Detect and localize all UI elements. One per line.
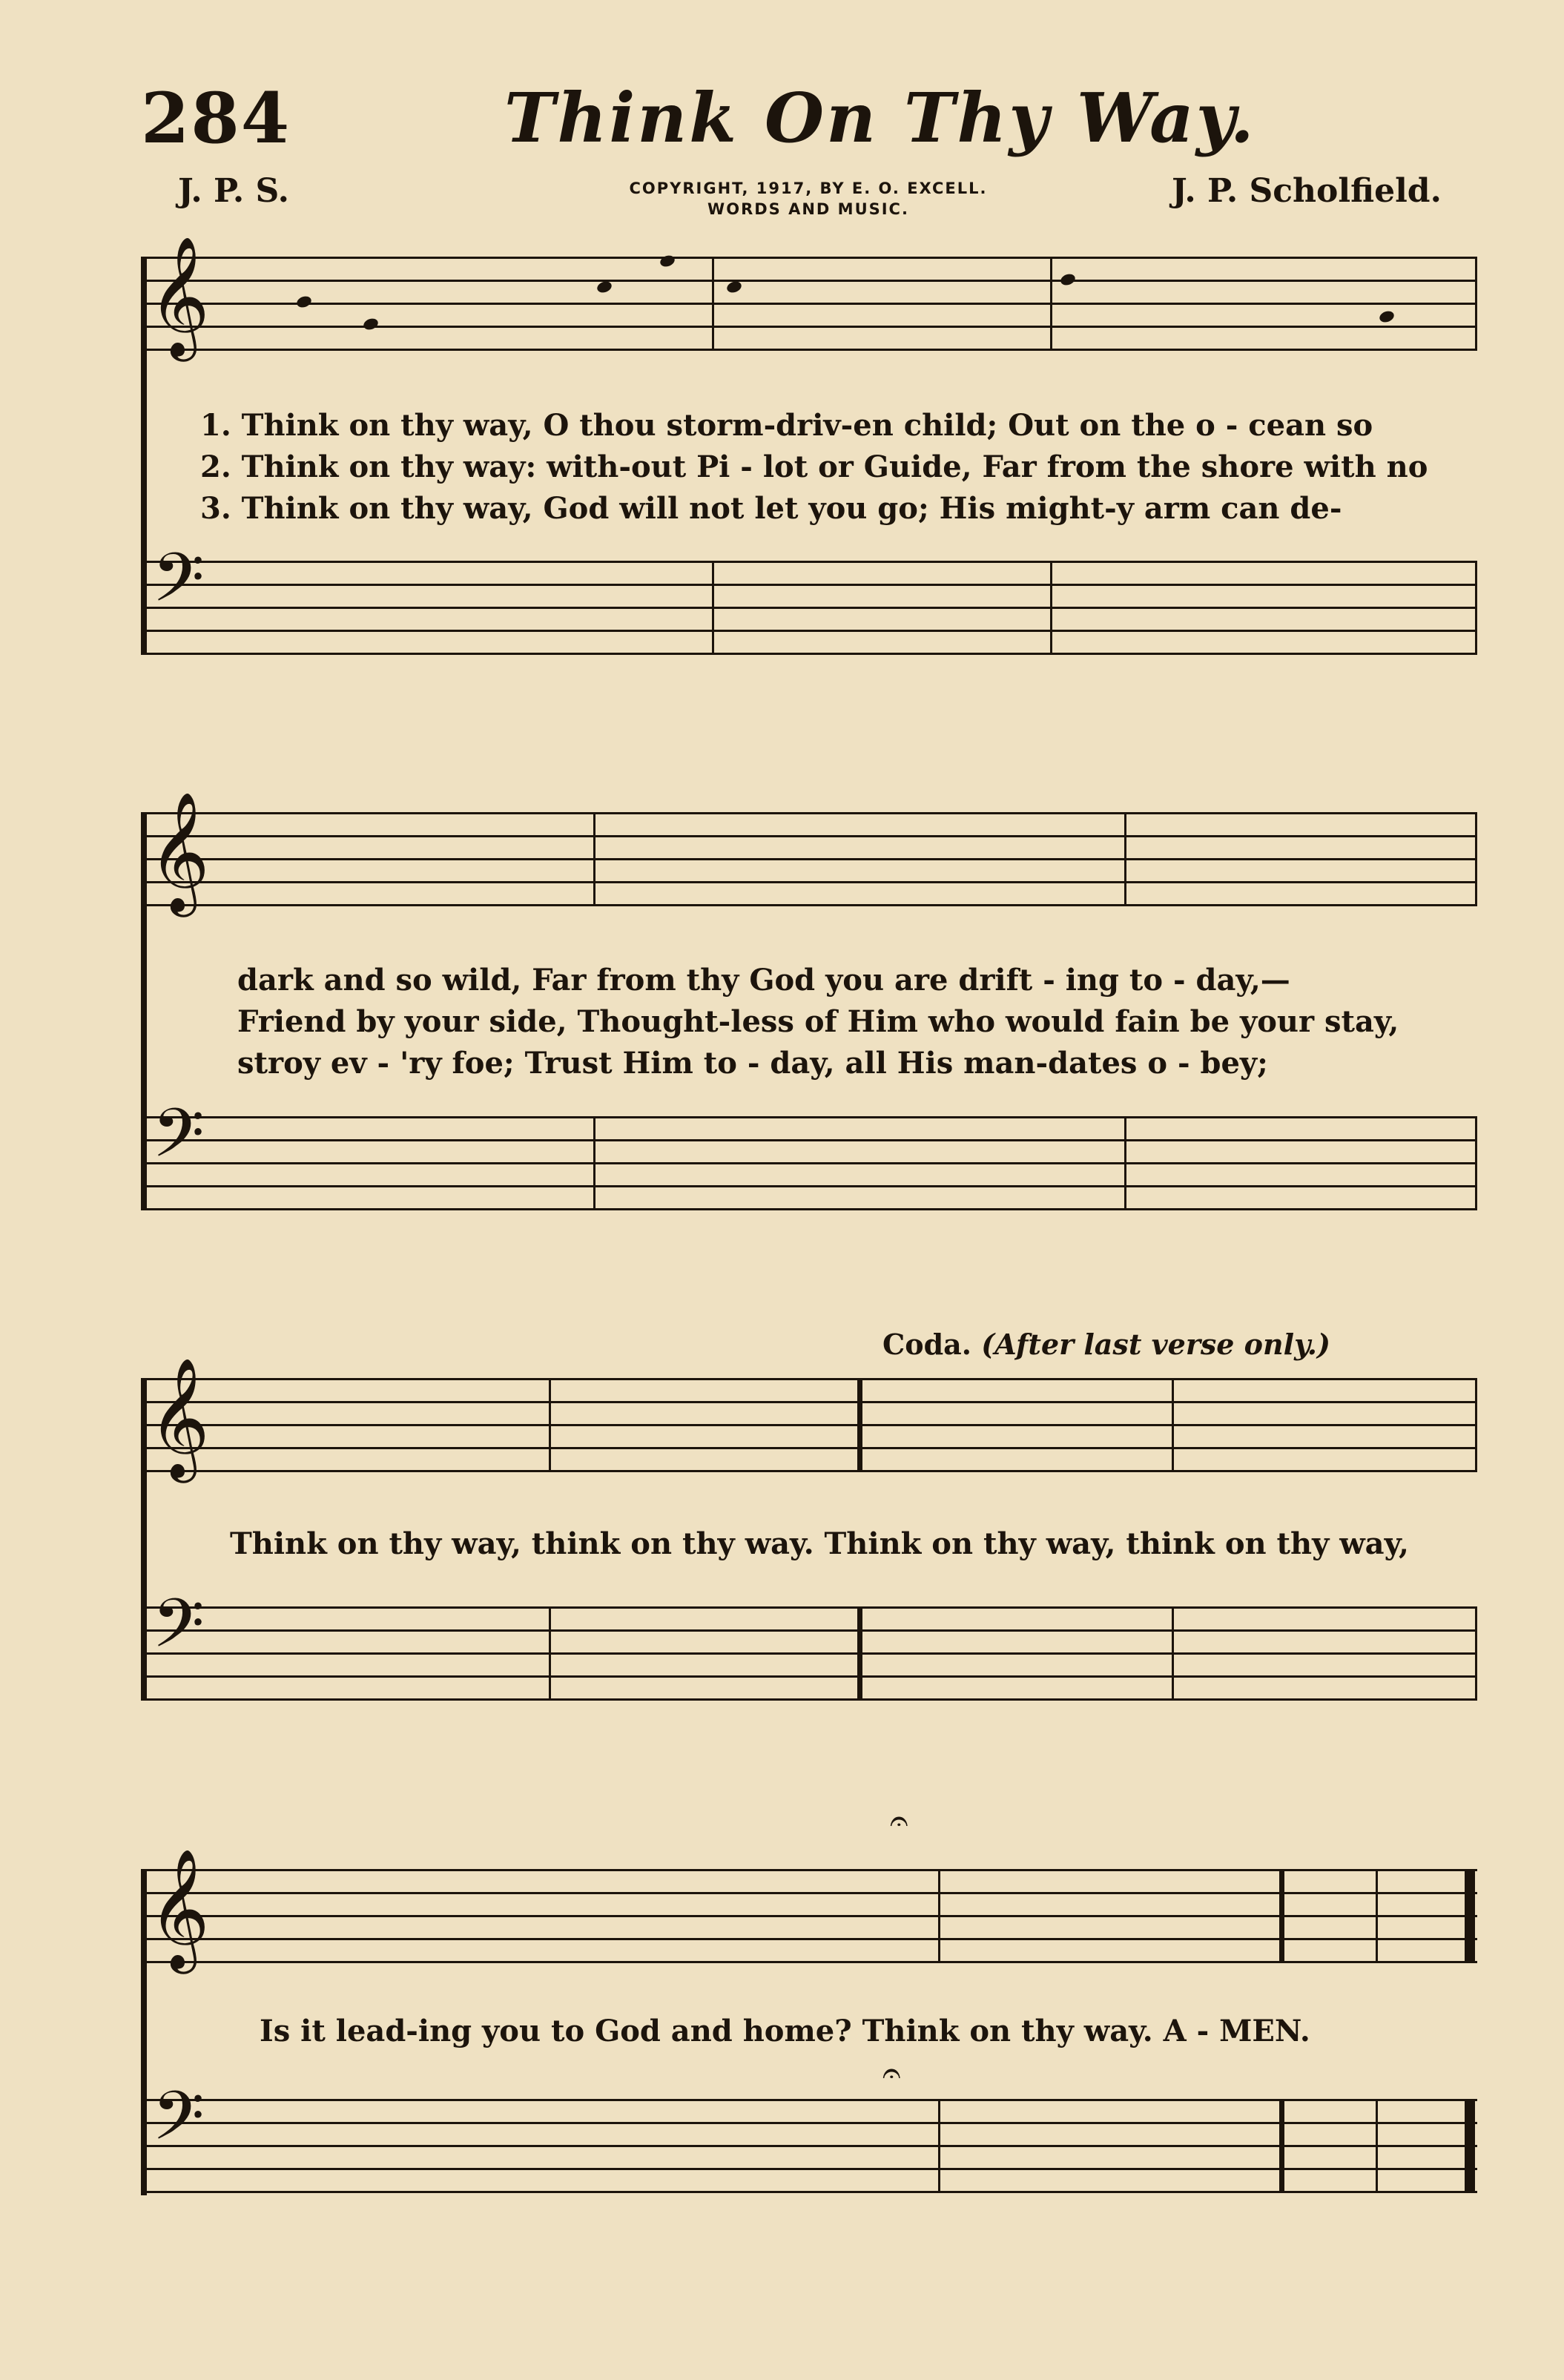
bass-staff [141, 1606, 1477, 1703]
barline [1376, 1869, 1378, 1963]
coda-label: Coda. [882, 1328, 972, 1361]
final-barline [1465, 1869, 1475, 1963]
bass-clef-icon: 𝄢 [152, 538, 205, 633]
barline [938, 1869, 940, 1963]
copyright-line: WORDS AND MUSIC. [707, 200, 909, 218]
treble-clef-icon: 𝄞 [148, 791, 210, 912]
composer: J. P. Scholfield. [1172, 172, 1442, 210]
lyricist: J. P. S. [178, 172, 290, 210]
bass-clef-icon: 𝄢 [152, 1094, 205, 1189]
barline [1475, 812, 1477, 906]
barline [1279, 2099, 1284, 2193]
barline [1475, 257, 1477, 351]
hymn-title: Think On Thy Way. [504, 78, 1256, 158]
bass-clef-icon: 𝄢 [152, 2077, 205, 2172]
treble-staff [141, 1378, 1477, 1474]
barline [1475, 1378, 1477, 1472]
fermata-icon: 𝄐 [890, 1802, 908, 1840]
barline [712, 257, 714, 351]
treble-staff [141, 1869, 1477, 1965]
barline [1279, 1869, 1284, 1963]
barline [712, 561, 714, 655]
barline [1376, 2099, 1378, 2193]
barline [857, 1606, 862, 1701]
verse-1-line: dark and so wild, Far from thy God you are drift - ing to - day,— [237, 963, 1290, 998]
barline [549, 1606, 551, 1701]
treble-clef-icon: 𝄞 [148, 236, 210, 357]
verse-2-line: 2. Think on thy way: with-out Pi - lot or Guide, Far from the shore with no [200, 449, 1428, 484]
barline [857, 1378, 862, 1472]
coda-heading [882, 1328, 1330, 1361]
barline [1172, 1378, 1174, 1472]
barline [938, 2099, 940, 2193]
coda-lyrics-line: Think on thy way, think on thy way. Think on thy way, think on thy way, [230, 1526, 1409, 1561]
verse-2-line: Friend by your side, Thought-less of Him who would fain be your stay, [237, 1004, 1399, 1039]
closing-lyrics-line: Is it lead-ing you to God and home? Think on thy way. A - MEN. [260, 2014, 1310, 2048]
treble-staff [141, 257, 1477, 353]
barline [1172, 1606, 1174, 1701]
verse-3-line: 3. Think on thy way, God will not let you go; His might-y arm can de- [200, 491, 1342, 526]
barline [1475, 561, 1477, 655]
barline [1124, 812, 1126, 906]
copyright-line: COPYRIGHT, 1917, BY E. O. EXCELL. [629, 179, 988, 197]
bass-clef-icon: 𝄢 [152, 1584, 205, 1679]
barline [1475, 1606, 1477, 1701]
verse-3-line: stroy ev - 'ry foe; Trust Him to - day, all His man-dates o - bey; [237, 1046, 1268, 1081]
barline [1475, 1116, 1477, 1210]
treble-clef-icon: 𝄞 [148, 1848, 210, 1969]
coda-instruction: (After last verse only.) [981, 1328, 1331, 1361]
fermata-icon: 𝄐 [882, 2054, 901, 2092]
verse-1-line: 1. Think on thy way, O thou storm-driv-en child; Out on the o - cean so [200, 408, 1373, 443]
bass-staff [141, 2099, 1477, 2195]
barline [1124, 1116, 1126, 1210]
barline [549, 1378, 551, 1472]
hymn-number: 284 [141, 78, 291, 159]
barline [1050, 561, 1052, 655]
barline [593, 812, 595, 906]
copyright-notice [564, 178, 1053, 220]
final-barline [1465, 2099, 1475, 2193]
barline [593, 1116, 595, 1210]
bass-staff [141, 1116, 1477, 1213]
barline [1050, 257, 1052, 351]
treble-clef-icon: 𝄞 [148, 1357, 210, 1478]
bass-staff [141, 561, 1477, 657]
treble-staff [141, 812, 1477, 909]
